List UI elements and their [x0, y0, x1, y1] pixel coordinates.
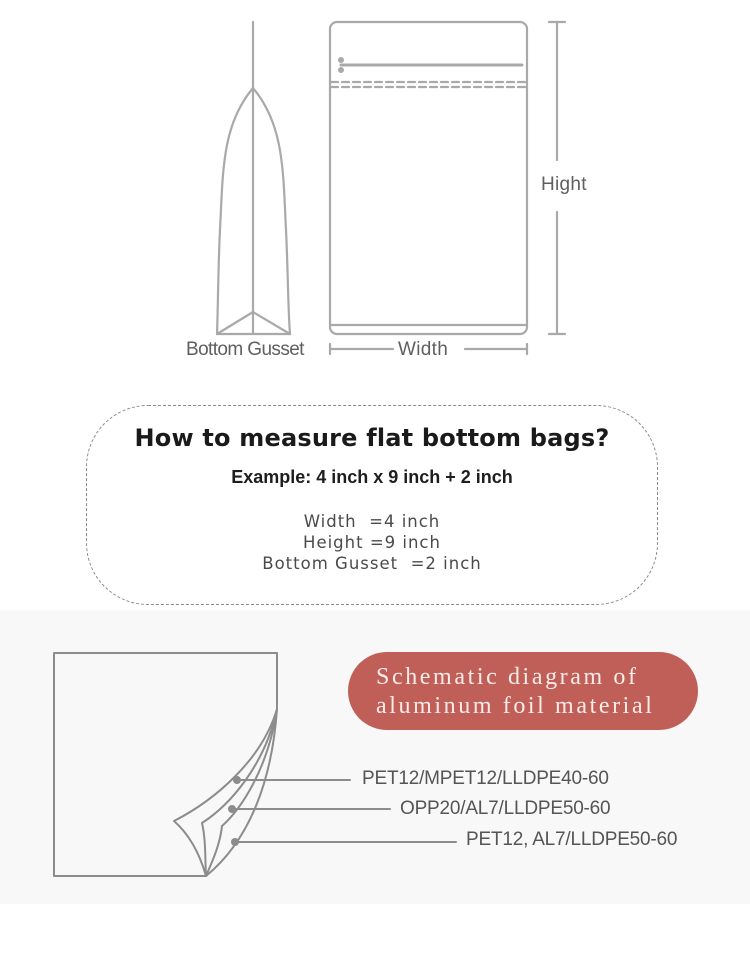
layer-1-marker-icon: [233, 776, 241, 784]
layer-label-3: PET12, AL7/LLDPE50-60: [466, 829, 678, 850]
pill-line-1: Schematic diagram of: [376, 664, 639, 690]
layer-3-marker-icon: [231, 838, 239, 846]
info-title: How to measure flat bottom bags?: [134, 424, 610, 452]
layer-2-marker-icon: [228, 805, 236, 813]
width-spec: Width =4 inch: [303, 512, 441, 531]
layer-label-2: OPP20/AL7/LLDPE50-60: [400, 798, 611, 819]
info-example: Example: 4 inch x 9 inch + 2 inch: [231, 467, 513, 487]
gusset-spec: Bottom Gusset =2 inch: [262, 554, 482, 573]
pill-line-2: aluminum foil material: [376, 693, 655, 719]
schematic-title-pill: [348, 652, 698, 730]
height-label: Hight: [541, 174, 587, 195]
width-label: Width: [398, 339, 449, 360]
height-spec: Height =9 inch: [303, 533, 441, 552]
bottom-gusset-label: Bottom Gusset: [186, 339, 304, 360]
layer-label-1: PET12/MPET12/LLDPE40-60: [362, 768, 609, 789]
